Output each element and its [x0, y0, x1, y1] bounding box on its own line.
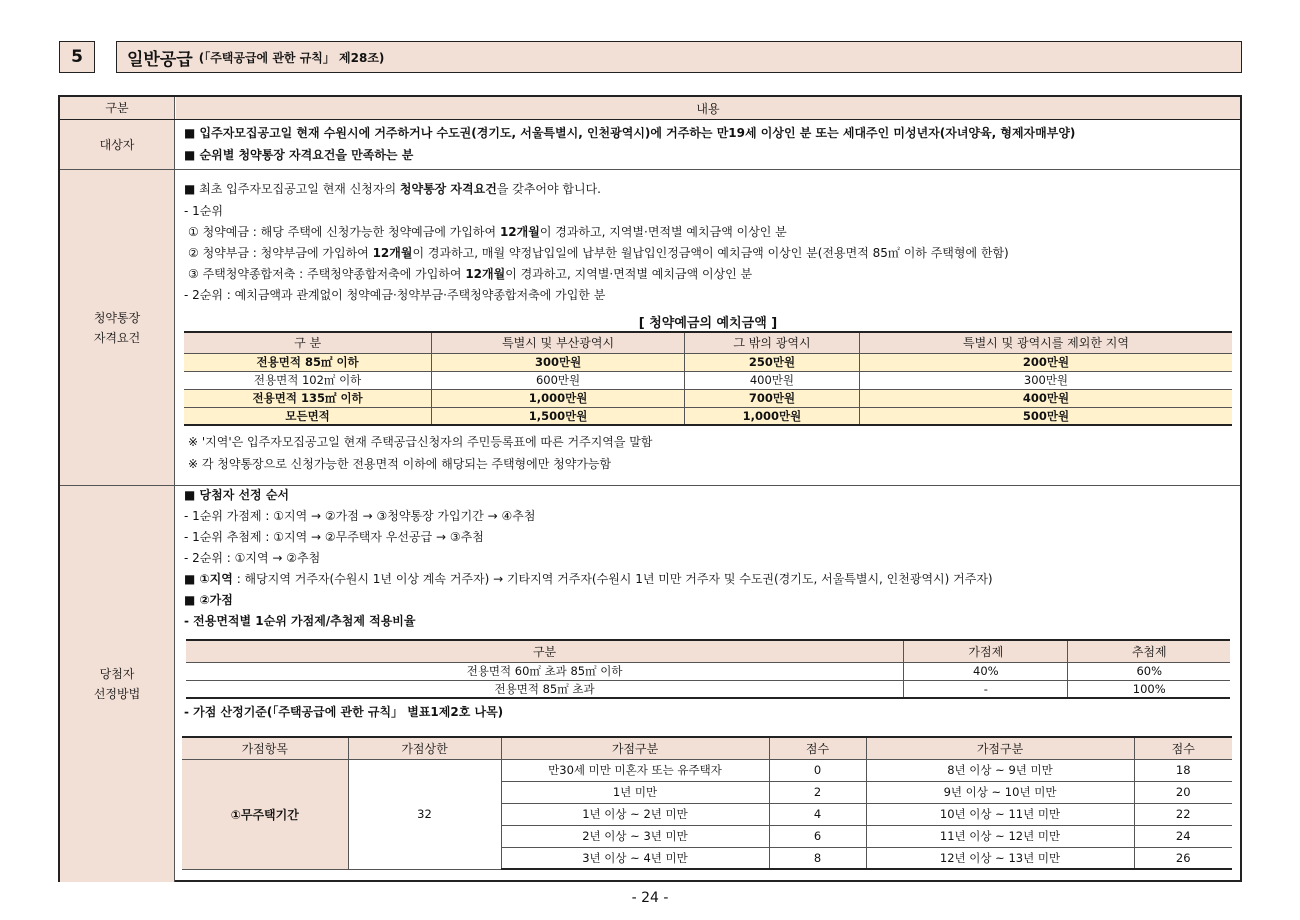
criteria-header: 점수 [769, 737, 866, 759]
eligible-line-1: ■ 입주자모집공고일 현재 수원시에 거주하거나 수도권(경기도, 서울특별시, 인천광역시)에 거주하는 만19세 이상인 분 또는 세대주인 미성년자(자녀양육, 형제자매부양) [184, 126, 1076, 140]
eligible-line-2: ■ 순위별 청약통장 자격요건을 만족하는 분 [184, 148, 414, 162]
account-rank1: - 1순위 [184, 204, 223, 218]
account-item-1: ① 청약예금 : 해당 주택에 신청가능한 청약예금에 가입하여 12개월이 경과하고, 지역별·면적별 예치금액 이상인 분 [188, 225, 787, 239]
deposit-header: 구 분 [184, 332, 432, 353]
deposit-header: 그 밖의 광역시 [684, 332, 859, 353]
table-row: ①무주택기간 32 만30세 미만 미혼자 또는 유주택자 0 8년 이상 ~ 9년 미만 18 [182, 759, 1232, 781]
criteria-header: 가점항목 [182, 737, 348, 759]
table-row: 모든면적 1,500만원 1,000만원 500만원 [184, 407, 1232, 425]
row-eligible [60, 120, 1240, 170]
selection-order-1: - 1순위 가점제 : ①지역 → ②가점 → ③청약통장 가입기간 → ④추첨 [184, 509, 536, 523]
account-note-1: ※ '지역'은 입주자모집공고일 현재 주택공급신청자의 주민등록표에 따른 거주지역을 말함 [188, 435, 653, 449]
row-selection [60, 486, 1240, 882]
selection-region: ■ ①지역 : 해당지역 거주자(수원시 1년 이상 계속 거주자) → 기타지역 거주자(수원시 1년 미만 거주자 및 수도권(경기도, 서울특별시, 인천광역시) 거주자) [184, 572, 993, 586]
section-title: 일반공급 [127, 49, 193, 70]
content-table [58, 95, 1242, 882]
ratio-table [186, 639, 1230, 699]
account-intro: ■ 최초 입주자모집공고일 현재 신청자의 청약통장 자격요건을 갖추어야 합니다. [184, 182, 601, 196]
selection-order-title: ■ 당첨자 선정 순서 [184, 488, 290, 502]
deposit-table [184, 331, 1232, 426]
account-note-2: ※ 각 청약통장으로 신청가능한 전용면적 이하에 해당되는 주택형에만 청약가능함 [188, 457, 612, 471]
ratio-header: 가점제 [904, 640, 1068, 662]
deposit-header: 특별시 및 부산광역시 [432, 332, 685, 353]
criteria-header: 가점구분 [866, 737, 1134, 759]
deposit-header: 특별시 및 광역시를 제외한 지역 [859, 332, 1232, 353]
ratio-title: - 전용면적별 1순위 가점제/추첨제 적용비율 [184, 614, 416, 628]
criteria-header: 가점상한 [348, 737, 501, 759]
account-item-2: ② 청약부금 : 청약부금에 가입하여 12개월이 경과하고, 매월 약정납입일에 납부한 월납입인정금액이 예치금액 이상인 분(전용면적 85㎡ 이하 주택형에 한함) [188, 246, 1009, 260]
account-label-line2: 자격요건 [93, 330, 141, 345]
section-subtitle: (「주택공급에 관한 규칙」 제28조) [198, 50, 385, 65]
selection-score-title: ■ ②가점 [184, 593, 233, 607]
row-eligible-label: 대상자 [60, 120, 175, 169]
ratio-header: 구분 [186, 640, 904, 662]
table-row: 1년 미만 2 9년 이상 ~ 10년 미만 20 [182, 781, 1232, 803]
section-number: 5 [59, 41, 95, 73]
account-item-3: ③ 주택청약종합저축 : 주택청약종합저축에 가입하여 12개월이 경과하고, 지역별·면적별 예치금액 이상인 분 [188, 267, 753, 281]
criteria-item: ①무주택기간 [182, 759, 348, 869]
table-row: 전용면적 85㎡ 초과 - 100% [186, 680, 1230, 698]
account-rank2: - 2순위 : 예치금액과 관계없이 청약예금·청약부금·주택청약종합저축에 가입한 분 [184, 288, 606, 302]
table-row: 전용면적 135㎡ 이하 1,000만원 700만원 400만원 [184, 389, 1232, 407]
page-number: - 24 - [631, 890, 669, 906]
selection-order-3: - 2순위 : ①지역 → ②추첨 [184, 551, 321, 565]
deposit-table-title: [ 청약예금의 예치금액 ] [638, 316, 778, 331]
row-selection-label [60, 486, 175, 882]
selection-order-2: - 1순위 추첨제 : ①지역 → ②무주택자 우선공급 → ③추첨 [184, 530, 484, 544]
row-account [60, 170, 1240, 486]
criteria-header: 점수 [1134, 737, 1232, 759]
table-row: 전용면적 60㎡ 초과 85㎡ 이하 40% 60% [186, 662, 1230, 680]
header-col-category: 구분 [60, 97, 175, 119]
table-row: 1년 이상 ~ 2년 미만 4 10년 이상 ~ 11년 미만 22 [182, 803, 1232, 825]
table-row: 2년 이상 ~ 3년 미만 6 11년 이상 ~ 12년 미만 24 [182, 825, 1232, 847]
criteria-header: 가점구분 [501, 737, 769, 759]
ratio-header: 추첨제 [1068, 640, 1230, 662]
account-label-line1: 청약통장 [93, 310, 141, 325]
selection-label-line1: 당첨자 [99, 667, 135, 681]
criteria-max: 32 [348, 759, 501, 869]
header-row [60, 97, 1240, 120]
criteria-title: - 가점 산정기준(「주택공급에 관한 규칙」 별표1제2호 나목) [184, 705, 504, 719]
criteria-table [182, 736, 1232, 870]
header-col-content: 내용 [176, 97, 1240, 119]
row-account-label [60, 170, 175, 485]
section-title-bar [116, 41, 1242, 73]
table-row: 전용면적 85㎡ 이하 300만원 250만원 200만원 [184, 353, 1232, 371]
table-row: 3년 이상 ~ 4년 미만 8 12년 이상 ~ 13년 미만 26 [182, 847, 1232, 869]
table-row: 전용면적 102㎡ 이하 600만원 400만원 300만원 [184, 371, 1232, 389]
selection-label-line2: 선정방법 [93, 687, 141, 701]
